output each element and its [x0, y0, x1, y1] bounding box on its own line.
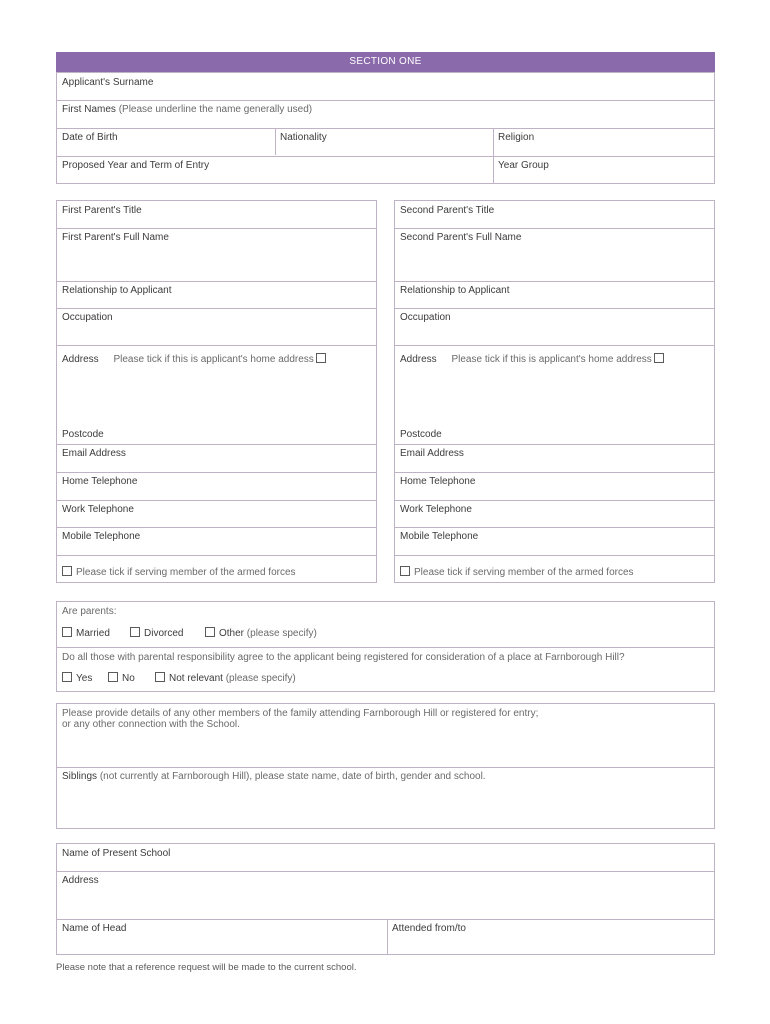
- second-parent-relationship-label: Relationship to Applicant: [400, 285, 510, 296]
- yes-label: Yes: [76, 673, 93, 684]
- married-checkbox[interactable]: [62, 627, 72, 637]
- second-parent-postcode-field[interactable]: [400, 429, 442, 440]
- nationality-label: Nationality: [280, 132, 327, 143]
- first-parent-address-note: Please tick if this is applicant's home address: [113, 354, 314, 365]
- first-parent-occupation-field[interactable]: [62, 312, 113, 323]
- attended-label: Attended from/to: [392, 923, 466, 934]
- first-parent-title-field[interactable]: [62, 205, 142, 216]
- second-parent-armed-forces[interactable]: [400, 566, 634, 578]
- first-parent-address-field[interactable]: [62, 353, 330, 365]
- second-parent-armed-forces-checkbox[interactable]: [400, 566, 410, 576]
- family-details-field[interactable]: [62, 708, 538, 730]
- other-option[interactable]: [205, 627, 317, 639]
- first-names-label: First Names: [62, 104, 116, 115]
- not-relevant-label: Not relevant: [169, 673, 223, 684]
- second-parent-mobile-tel-field[interactable]: [400, 531, 478, 542]
- family-details-line2: or any other connection with the School.: [62, 719, 240, 730]
- second-parent-occupation-field[interactable]: [400, 312, 451, 323]
- section-one-table: [56, 72, 715, 184]
- married-label: Married: [76, 628, 110, 639]
- first-parent-occupation-label: Occupation: [62, 312, 113, 323]
- second-parent-email-label: Email Address: [400, 448, 464, 459]
- parent-status-table: [56, 601, 715, 692]
- entry-label: Proposed Year and Term of Entry: [62, 160, 210, 171]
- first-parent-home-tel-field[interactable]: [62, 476, 137, 487]
- are-parents-label: Are parents:: [62, 606, 117, 617]
- section-one-header: SECTION ONE: [56, 52, 715, 72]
- second-parent-mobile-tel-label: Mobile Telephone: [400, 531, 479, 542]
- second-parent-name-field[interactable]: [400, 232, 521, 243]
- second-parent-armed-forces-label: Please tick if serving member of the armed forces: [414, 567, 634, 578]
- first-names-field[interactable]: [62, 104, 312, 115]
- surname-field[interactable]: [62, 77, 153, 88]
- head-name-label: Name of Head: [62, 923, 127, 934]
- religion-label: Religion: [498, 132, 535, 143]
- agree-question: Do all those with parental responsibility agree to the applicant being registered for consideration of a place at Farnborough Hill?: [62, 652, 625, 663]
- second-parent-home-tel-field[interactable]: [400, 476, 475, 487]
- second-parent-postcode-label: Postcode: [400, 429, 442, 440]
- other-note: (please specify): [246, 628, 317, 639]
- second-parent-home-address-checkbox[interactable]: [654, 353, 664, 363]
- siblings-note: (not currently at Farnborough Hill), please state name, date of birth, gender and school.: [99, 771, 486, 782]
- second-parent-name-label: Second Parent's Full Name: [400, 232, 522, 243]
- siblings-field[interactable]: [62, 771, 486, 782]
- first-parent-postcode-label: Postcode: [62, 429, 104, 440]
- first-parent-mobile-tel-label: Mobile Telephone: [62, 531, 141, 542]
- first-parent-work-tel-field[interactable]: [62, 504, 134, 515]
- head-name-field[interactable]: [62, 923, 126, 934]
- yes-checkbox[interactable]: [62, 672, 72, 682]
- first-parent-work-tel-label: Work Telephone: [62, 504, 134, 515]
- no-checkbox[interactable]: [108, 672, 118, 682]
- present-school-field[interactable]: [62, 848, 170, 859]
- first-parent-title-label: First Parent's Title: [62, 205, 142, 216]
- first-parent-relationship-label: Relationship to Applicant: [62, 285, 172, 296]
- first-parent-relationship-field[interactable]: [62, 285, 172, 296]
- second-parent-title-label: Second Parent's Title: [400, 205, 495, 216]
- first-names-note: (Please underline the name generally used): [118, 104, 313, 115]
- school-table: [56, 843, 715, 955]
- dob-field[interactable]: [62, 132, 118, 143]
- first-parent-table: [56, 200, 377, 583]
- first-parent-email-field[interactable]: [62, 448, 126, 459]
- year-group-field[interactable]: [498, 160, 549, 171]
- second-parent-table: [394, 200, 715, 583]
- second-parent-home-tel-label: Home Telephone: [400, 476, 476, 487]
- second-parent-title-field[interactable]: [400, 205, 494, 216]
- divorced-checkbox[interactable]: [130, 627, 140, 637]
- first-parent-armed-forces[interactable]: [62, 566, 296, 578]
- second-parent-relationship-field[interactable]: [400, 285, 510, 296]
- second-parent-email-field[interactable]: [400, 448, 464, 459]
- first-parent-postcode-field[interactable]: [62, 429, 104, 440]
- attended-field[interactable]: [392, 923, 466, 934]
- first-parent-email-label: Email Address: [62, 448, 126, 459]
- year-group-label: Year Group: [498, 160, 549, 171]
- no-option[interactable]: [108, 672, 135, 684]
- yes-option[interactable]: [62, 672, 92, 684]
- entry-field[interactable]: [62, 160, 209, 171]
- not-relevant-checkbox[interactable]: [155, 672, 165, 682]
- divorced-label: Divorced: [144, 628, 184, 639]
- first-parent-mobile-tel-field[interactable]: [62, 531, 140, 542]
- religion-field[interactable]: [498, 132, 534, 143]
- not-relevant-option[interactable]: [155, 672, 296, 684]
- family-details-line1: Please provide details of any other members of the family attending Farnborough Hill or registered for entry;: [62, 708, 539, 719]
- second-parent-work-tel-field[interactable]: [400, 504, 472, 515]
- first-parent-armed-forces-checkbox[interactable]: [62, 566, 72, 576]
- divorced-option[interactable]: [130, 627, 183, 639]
- first-parent-armed-forces-label: Please tick if serving member of the armed forces: [76, 567, 296, 578]
- reference-footnote: Please note that a reference request will be made to the current school.: [56, 962, 357, 973]
- second-parent-address-note: Please tick if this is applicant's home address: [451, 354, 652, 365]
- no-label: No: [122, 673, 135, 684]
- other-checkbox[interactable]: [205, 627, 215, 637]
- nationality-field[interactable]: [280, 132, 327, 143]
- dob-label: Date of Birth: [62, 132, 118, 143]
- first-parent-address-label: Address: [62, 354, 99, 365]
- first-parent-name-field[interactable]: [62, 232, 169, 243]
- family-table: [56, 703, 715, 829]
- not-relevant-note: (please specify): [225, 673, 296, 684]
- surname-label: Applicant's Surname: [62, 77, 154, 88]
- second-parent-address-label: Address: [400, 354, 437, 365]
- second-parent-address-field[interactable]: [400, 353, 668, 365]
- first-parent-home-address-checkbox[interactable]: [316, 353, 326, 363]
- married-option[interactable]: [62, 627, 110, 639]
- first-parent-name-label: First Parent's Full Name: [62, 232, 169, 243]
- siblings-label: Siblings: [62, 771, 98, 782]
- second-parent-work-tel-label: Work Telephone: [400, 504, 472, 515]
- first-parent-home-tel-label: Home Telephone: [62, 476, 138, 487]
- other-label: Other: [219, 628, 245, 639]
- school-address-field[interactable]: [62, 875, 99, 886]
- school-address-label: Address: [62, 875, 99, 886]
- second-parent-occupation-label: Occupation: [400, 312, 451, 323]
- present-school-label: Name of Present School: [62, 848, 171, 859]
